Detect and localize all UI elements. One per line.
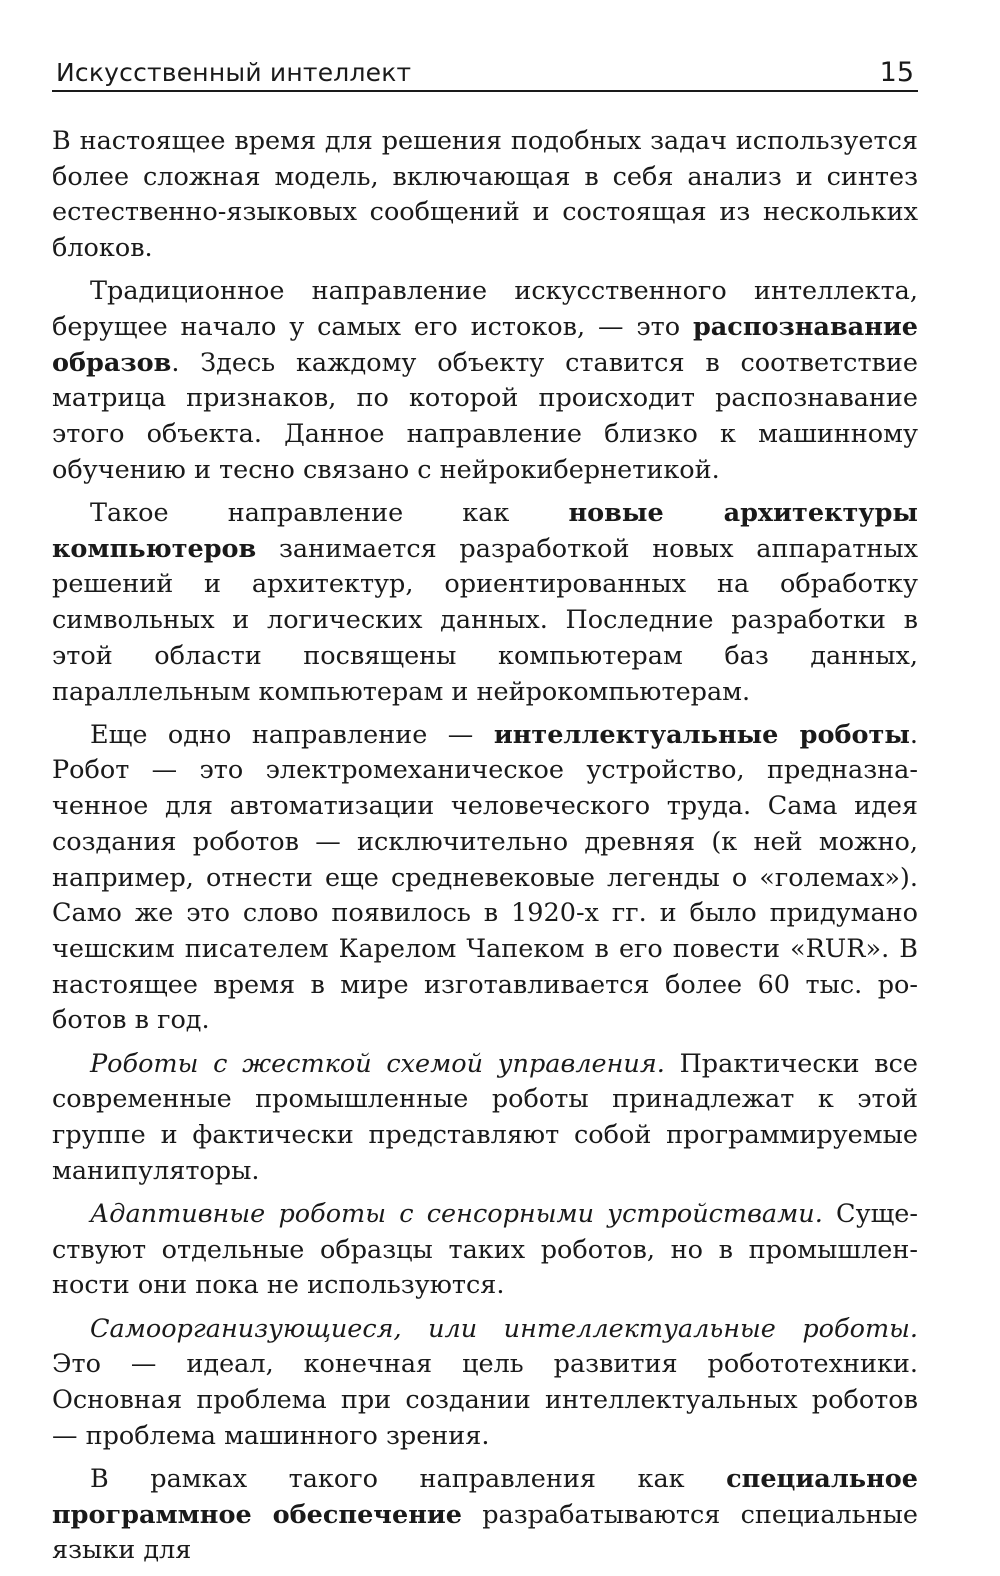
paragraph-7 — [52, 1312, 918, 1455]
paragraph-3 — [52, 496, 918, 710]
paragraph-1-text: В настоящее время для решения подобных задач используется более сложная модель, включающая в себя анализ и синтез естественно-языковых сообщений и состоящая из нескольких блоков. — [52, 126, 918, 264]
paragraph-3-lead: Такое направление как — [90, 498, 569, 529]
term-new-computer-architectures: новые архитектуры компьютеров — [52, 498, 918, 564]
paragraph-7-rest: Это — идеал, конечная цель развития робототехники. Основная проблема при создании интеллектуальных роботов — проблема машинного зрения. — [52, 1349, 918, 1451]
paragraph-5 — [52, 1047, 918, 1190]
paragraph-4 — [52, 718, 918, 1039]
paragraph-6 — [52, 1197, 918, 1304]
paragraph-6-rest: Существуют отдельные образцы таких роботов, но в промышленности они пока не используются. — [52, 1198, 918, 1301]
paragraph-2-rest: . Здесь каждому объекту ставится в соответствие матрица признаков, по которой происходит распознавание этого объекта. Данное направление близко к машинному обучению и тесно связано с нейрокибернетикой. — [52, 347, 918, 485]
running-head-title: Искусственный интеллект — [56, 58, 412, 87]
body-text — [52, 124, 918, 1576]
paragraph-5-rest: Практически все современные промышленные роботы принадлежат к этой группе и фактически представляют собой программируемые манипуляторы. — [52, 1048, 918, 1186]
paragraph-4-lead: Еще одно направление — — [90, 719, 494, 750]
term-rigid-control-robots: Роботы с жесткой схемой управления. — [90, 1048, 665, 1079]
term-self-organizing-robots: Самоорганизующиеся, или интеллектуальные роботы. — [90, 1313, 918, 1344]
paragraph-2-lead: Традиционное направление искусственного интеллекта, берущее начало у самых его истоков, — это — [52, 276, 918, 343]
paragraph-8-rest: разрабатываются специальные языки для — [52, 1499, 919, 1566]
paragraph-2 — [52, 274, 918, 488]
term-intelligent-robots: интеллектуальные роботы — [493, 719, 910, 750]
running-head — [52, 56, 918, 92]
paragraph-8 — [52, 1462, 918, 1569]
book-page — [52, 0, 918, 1570]
paragraph-1 — [52, 124, 918, 267]
paragraph-4-rest: . Робот — это электромеханическое устройство, предназначенное для автоматизации человеческого труда. Сама идея создания роботов — исключительно древняя (к ней можно, например, отнести еще средневековые легенды о «големах»). Само же это слово появилось в 1920-х гг. и было придумано чешским писателем Карелом Чапеком в его повести «RUR». В настоящее время в мире изготавливается более 60 тыс. роботов в год. — [52, 719, 919, 1036]
paragraph-8-lead: В рамках такого направления как — [90, 1463, 727, 1494]
term-special-software: специальное программное обеспечение — [52, 1463, 918, 1530]
term-adaptive-robots: Адаптивные роботы с сенсорными устройствами. — [90, 1198, 823, 1229]
term-pattern-recognition: распознавание образов — [52, 312, 918, 378]
page-number: 15 — [879, 57, 914, 88]
paragraph-3-rest: занимается разработкой новых аппаратных решений и архитектур, ориентированных на обработку символьных и логических данных. Последние разработки в этой области посвящены компьютерам баз данных, параллельным компьютерам и нейрокомпьютерам. — [52, 533, 918, 707]
